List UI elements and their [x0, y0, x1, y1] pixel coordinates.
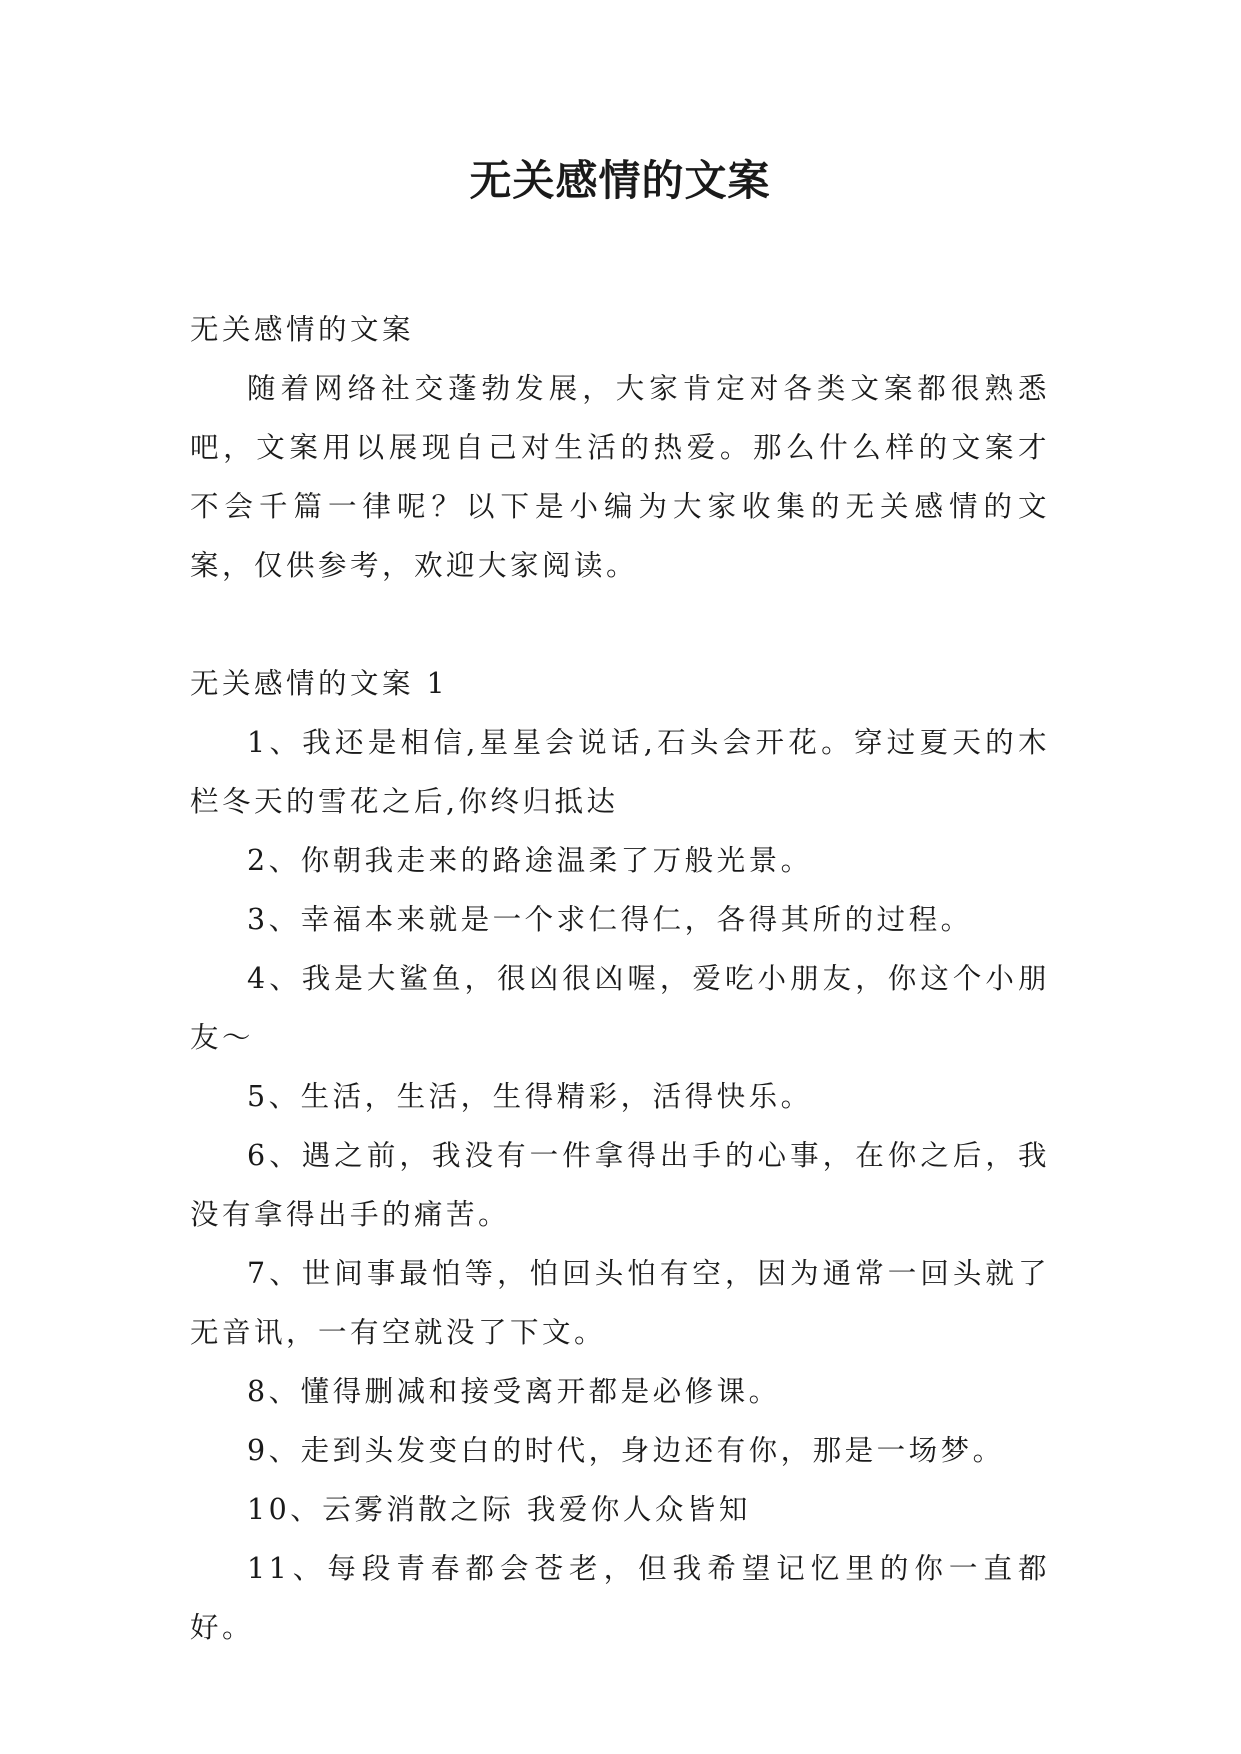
list-item: 11、每段青春都会苍老，但我希望记忆里的你一直都好。 [190, 1552, 1050, 1644]
list-item: 10、云雾消散之际 我爱你人众皆知 [247, 1493, 751, 1526]
list-item: 3、幸福本来就是一个求仁得仁，各得其所的过程。 [247, 903, 973, 936]
list-item: 7、世间事最怕等，怕回头怕有空，因为通常一回头就了无音讯，一有空就没了下文。 [190, 1257, 1050, 1349]
document-page [190, 150, 1050, 1657]
list-item: 2、你朝我走来的路途温柔了万般光景。 [247, 844, 813, 877]
list-item: 1、我还是相信,星星会说话,石头会开花。穿过夏天的木栏冬天的雪花之后,你终归抵达 [190, 726, 1050, 818]
list-item: 8、懂得删减和接受离开都是必修课。 [247, 1375, 781, 1408]
document-title: 无关感情的文案 [469, 156, 771, 205]
list-item: 9、走到头发变白的时代，身边还有你，那是一场梦。 [247, 1434, 1005, 1467]
list-item: 5、生活，生活，生得精彩，活得快乐。 [247, 1080, 813, 1113]
paragraph-gap [190, 595, 1050, 654]
list-item: 4、我是大鲨鱼，很凶很凶喔，爱吃小朋友，你这个小朋友～ [190, 962, 1050, 1054]
section-heading: 无关感情的文案 1 [190, 667, 449, 700]
subtitle: 无关感情的文案 [190, 313, 415, 346]
list-item: 6、遇之前，我没有一件拿得出手的心事，在你之后，我没有拿得出手的痛苦。 [190, 1139, 1050, 1231]
intro-paragraph: 随着网络社交蓬勃发展，大家肯定对各类文案都很熟悉吧，文案用以展现自己对生活的热爱。那么什么样的文案才不会千篇一律呢？以下是小编为大家收集的无关感情的文案，仅供参考，欢迎大家阅读。 [190, 372, 1050, 582]
